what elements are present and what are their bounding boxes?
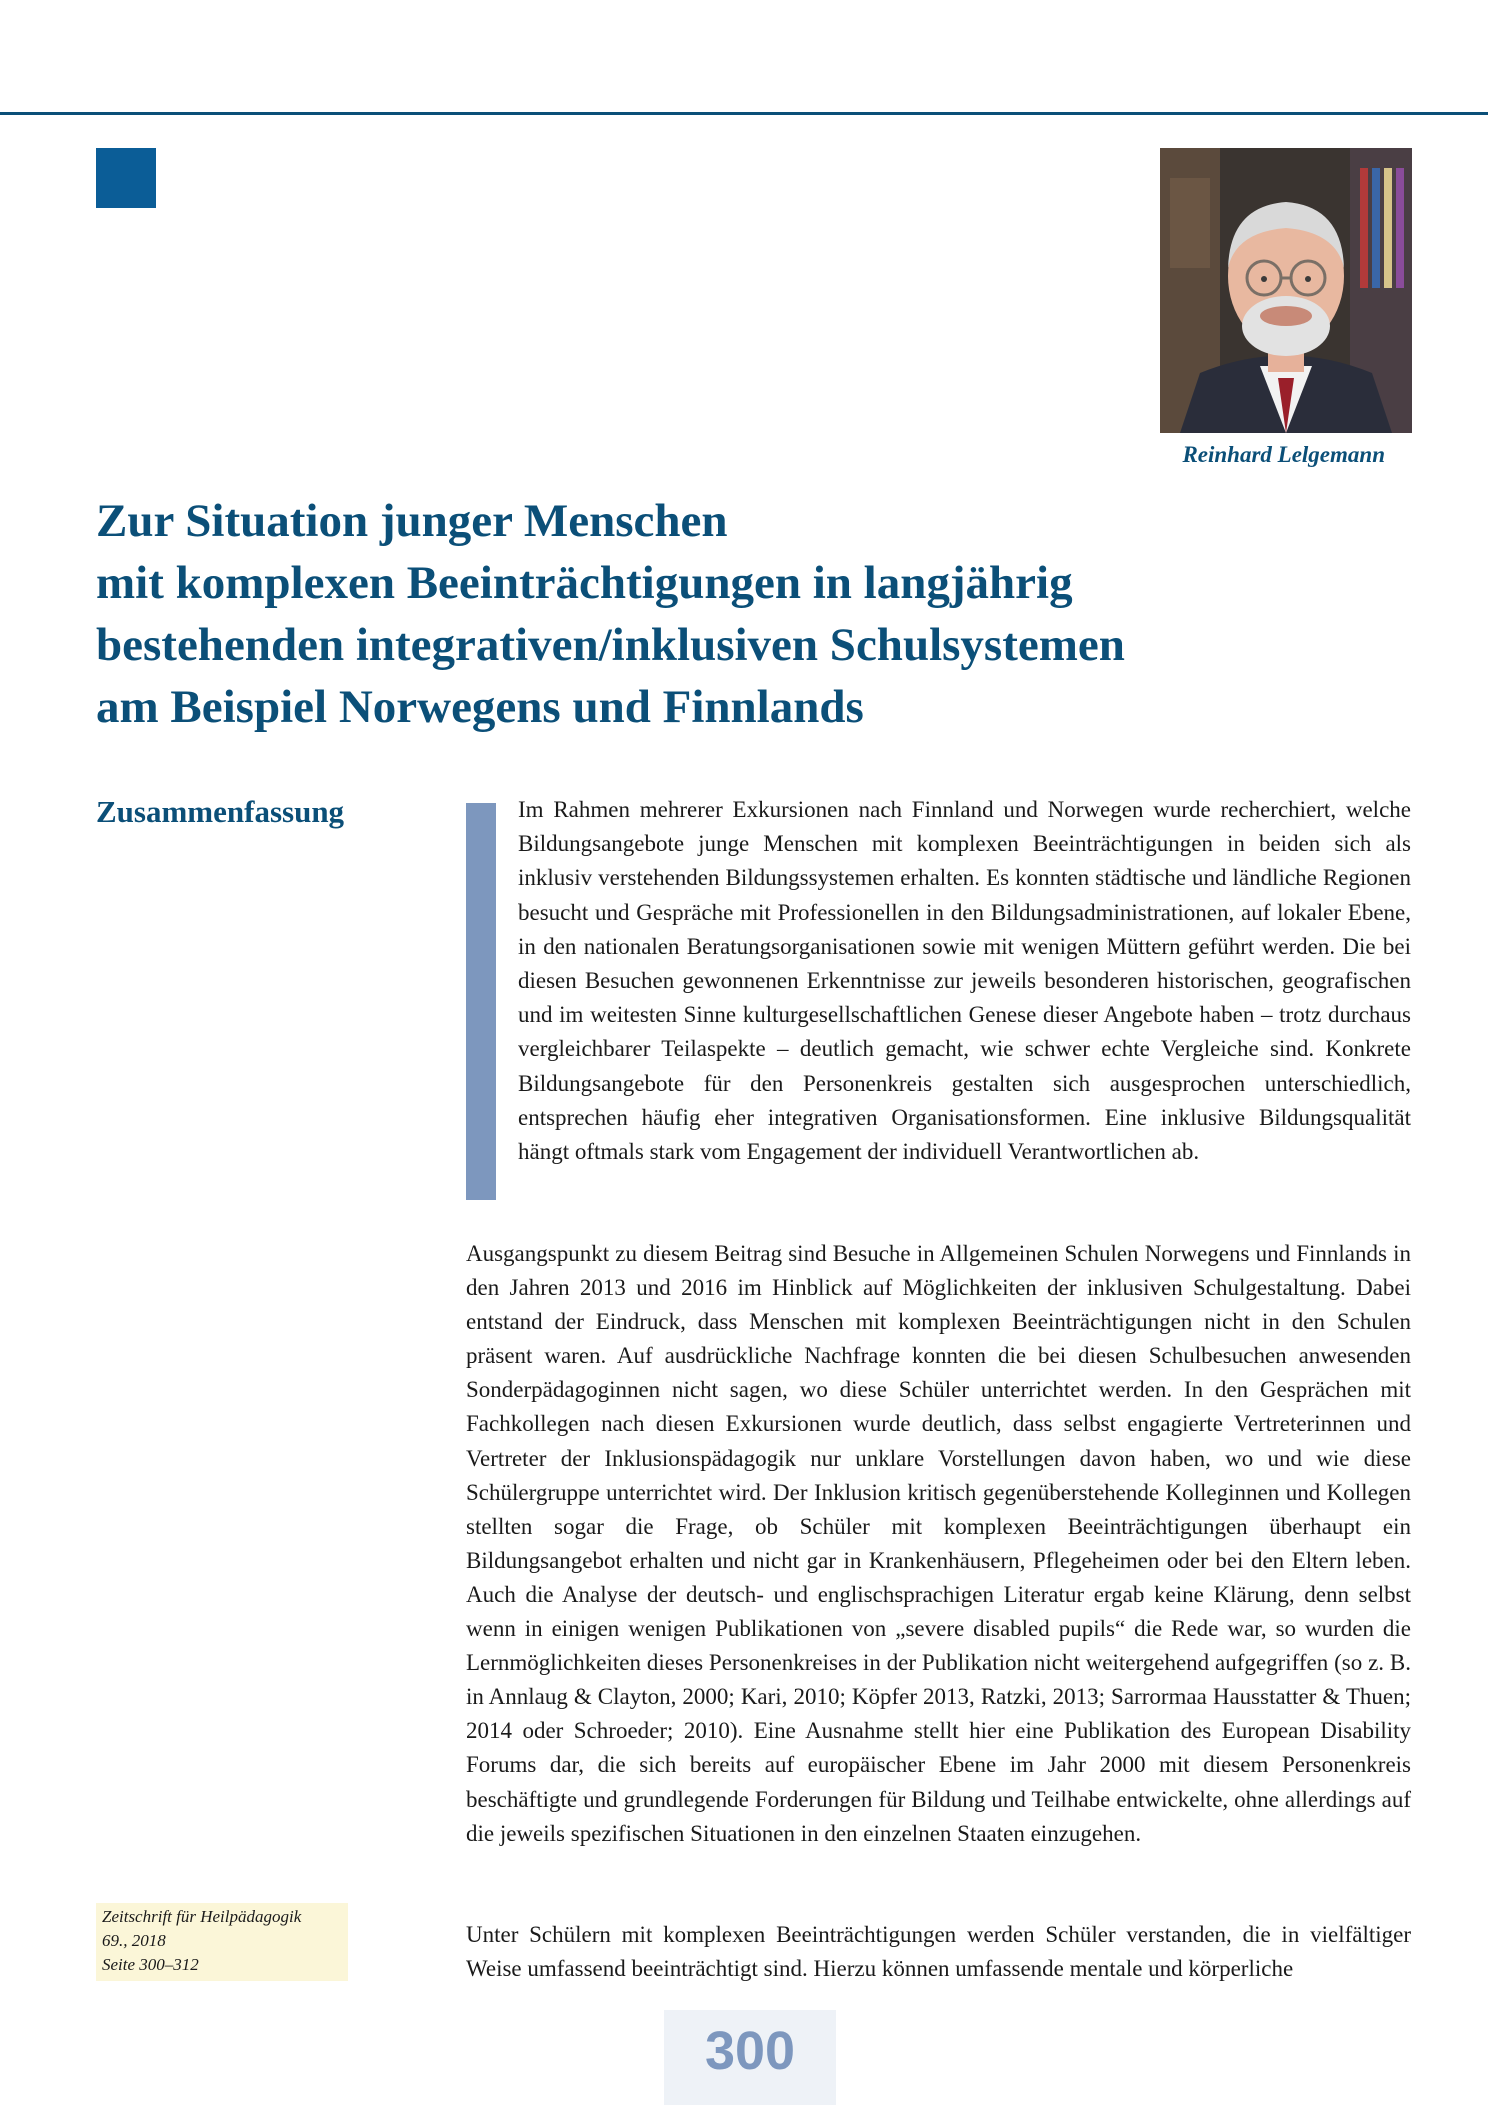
title-line: bestehenden integrativen/inklusiven Schulsystemen	[96, 619, 1125, 671]
section-marker-square	[96, 148, 156, 208]
journal-info-box	[96, 1903, 348, 1981]
journal-volume: 69., 2018	[102, 1931, 166, 1950]
journal-pages: Seite 300–312	[102, 1955, 199, 1974]
page-number: 300	[704, 2021, 796, 2081]
author-name: Reinhard Lelgemann	[1182, 442, 1385, 467]
journal-name: Zeitschrift für Heilpädagogik	[102, 1907, 302, 1926]
body-paragraph: Ausgangspunkt zu diesem Beitrag sind Besuche in Allgemeinen Schulen Norwegens und Finnlands in den Jahren 2013 und 2016 im Hinblick auf Möglichkeiten der inklusiven Schulgestaltung. Dabei entstand der Eindruck, dass Menschen mit komplexen Beeinträchtigungen nicht in den Schulen präsent waren. Auf ausdrückliche Nachfrage konnten die bei diesen Schulbesuchen anwesenden Sonderpädagoginnen nicht sagen, wo diese Schüler unterrichtet werden. In den Gesprächen mit Fachkollegen nach diesen Exkursionen wurde deutlich, dass selbst engagierte Vertreterinnen und Vertreter der Inklusionspädagogik nur unklare Vorstellungen davon haben, wo und wie diese Schülergruppe unterrichtet wird. Der Inklusion kritisch gegenüberstehende Kolleginnen und Kollegen stellten sogar die Frage, ob Schüler mit komplexen Beeinträchtigungen überhaupt ein Bildungsangebot erhalten und nicht gar in Krankenhäusern, Pflegeheimen oder bei den Eltern leben. Auch die Analyse der deutsch- und englischsprachigen Literatur ergab keine Klärung, denn selbst wenn in einigen wenigen Publikationen von „severe disabled pupils“ die Rede war, so wurden die Lernmöglichkeiten dieses Personenkreises in der Publikation nicht weitergehend aufgegriffen (so z. B. in Annlaug & Clayton, 2000; Kari, 2010; Köpfer 2013, Ratzki, 2013; Sarrormaa Hausstatter & Thuen; 2014 oder Schroeder; 2010). Eine Ausnahme stellt hier eine Publikation des European Disability Forums dar, die sich bereits auf europäischer Ebene im Jahr 2000 mit diesem Personenkreis beschäftigte und grundlegende Forderungen für Bildung und Teilhabe entwickelte, ohne allerdings auf die jeweils spezifischen Situationen in den einzelnen Staaten einzugehen.	[466, 1241, 1411, 1846]
body-paragraph: Unter Schülern mit komplexen Beeinträchtigungen werden Schüler verstanden, die in vielfältiger Weise umfassend beeinträchtigt sind. Hierzu können umfassende mentale und körperliche	[466, 1922, 1411, 1982]
author-photo	[1160, 148, 1412, 433]
article-title	[96, 490, 1346, 738]
page-number-box	[664, 2010, 836, 2105]
abstract-heading: Zusammenfassung	[96, 794, 345, 829]
author-portrait-illustration	[1160, 148, 1412, 433]
top-rule	[0, 112, 1488, 115]
title-line: am Beispiel Norwegens und Finnlands	[96, 681, 864, 733]
title-line: Zur Situation junger Menschen	[96, 495, 728, 547]
title-line: mit komplexen Beeinträchtigungen in langjährig	[96, 557, 1073, 609]
abstract-text: Im Rahmen mehrerer Exkursionen nach Finnland und Norwegen wurde recherchiert, welche Bildungsangebote junge Menschen mit komplexen Beeinträchtigungen in beiden sich als inklusiv verstehenden Bildungssystemen erhalten. Es konnten städtische und ländliche Regionen besucht und Gespräche mit Professionellen in den Bildungsadministrationen, auf lokaler Ebene, in den nationalen Beratungsorganisationen sowie mit wenigen Müttern geführt werden. Die bei diesen Besuchen gewonnenen Erkenntnisse zur jeweils besonderen historischen, geografischen und im weitesten Sinne kulturgesellschaftlichen Genese dieser Angebote haben – trotz durchaus vergleichbarer Teilaspekte – deutlich gemacht, wie schwer echte Vergleiche sind. Konkrete Bildungsangebote für den Personenkreis gestalten sich ausgesprochen unterschiedlich, entsprechen häufig eher integrativen Organisationsformen. Eine inklusive Bildungsqualität hängt oftmals stark vom Engagement der individuell Verantwortlichen ab.	[518, 797, 1411, 1165]
abstract-accent-bar	[466, 803, 496, 1200]
